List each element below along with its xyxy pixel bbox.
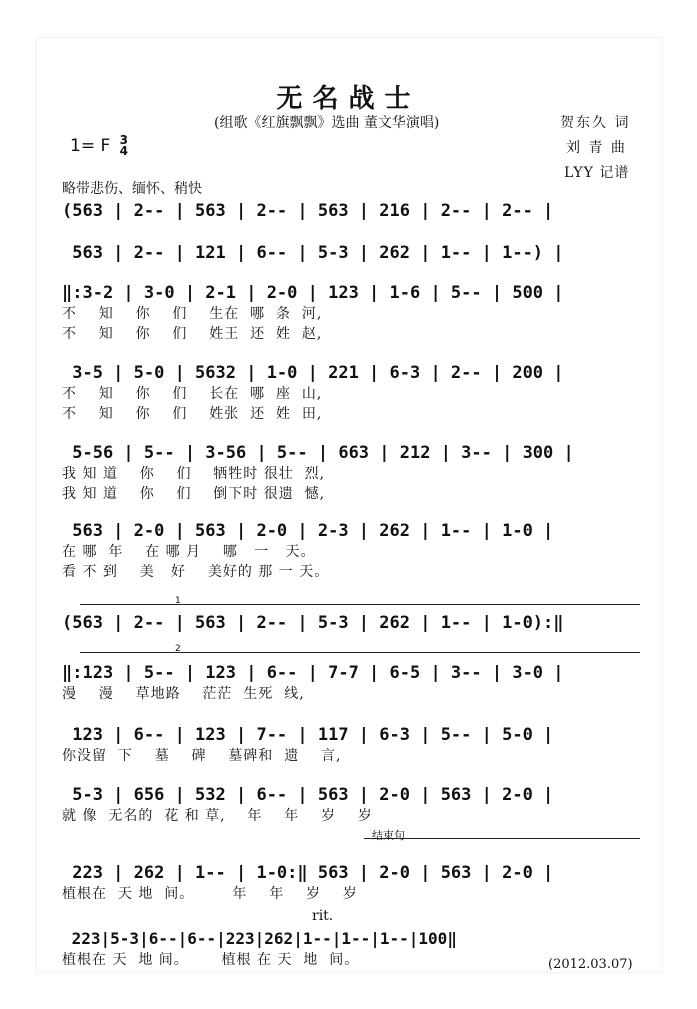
date-stamp: (2012.03.07) bbox=[548, 957, 633, 972]
score-row bbox=[62, 612, 652, 634]
ending-bracket bbox=[364, 829, 640, 842]
song-subtitle: (组歌《红旗飘飘》选曲 董文华演唱) bbox=[214, 115, 440, 131]
score-row bbox=[62, 862, 652, 904]
lyricist-credit: 贺东久 词 bbox=[560, 115, 631, 131]
lyric-verse-1: 植根在 天 地 间。 植根 在 天 地 间。 bbox=[62, 952, 360, 968]
lyric-verse-2: 不 知 你 们 姓张 还 姓 田, bbox=[62, 406, 323, 422]
time-bottom: 4 bbox=[119, 144, 129, 158]
time-signature bbox=[120, 135, 128, 157]
notes-line: 5-3 | 656 | 532 | 6-- | 563 | 2-0 | 563 | 2-0 | bbox=[62, 785, 554, 805]
score-row bbox=[62, 362, 652, 424]
key-label: 1= F bbox=[70, 136, 111, 156]
volta-number: 2 bbox=[175, 644, 181, 654]
volta-number: 1 bbox=[175, 596, 181, 606]
time-top: 3 bbox=[119, 133, 129, 147]
score-row bbox=[62, 662, 652, 704]
notes-line: ‖:123 | 5-- | 123 | 6-- | 7-7 | 6-5 | 3-- | 3-0 | bbox=[62, 663, 564, 683]
score-row bbox=[62, 200, 652, 222]
lyric-verse-1: 漫 漫 草地路 茫茫 生死 线, bbox=[62, 686, 305, 702]
notes-line: (563 | 2-- | 563 | 2-- | 563 | 216 | 2-- | 2-- | bbox=[62, 201, 554, 221]
tempo-mark: rit. bbox=[312, 908, 334, 924]
score-row bbox=[62, 520, 652, 582]
transcriber-credit: LYY 记谱 bbox=[564, 165, 630, 181]
lyric-verse-1: 在 哪 年 在 哪 月 哪 一 天。 bbox=[62, 544, 316, 560]
lyric-verse-2: 不 知 你 们 姓王 还 姓 赵, bbox=[62, 326, 323, 342]
notes-line: ‖:3-2 | 3-0 | 2-1 | 2-0 | 123 | 1-6 | 5-- | 500 | bbox=[62, 283, 564, 303]
notes-line: 3-5 | 5-0 | 5632 | 1-0 | 221 | 6-3 | 2-- | 200 | bbox=[62, 363, 564, 383]
notes-line: 123 | 6-- | 123 | 7-- | 117 | 6-3 | 5-- | 5-0 | bbox=[62, 725, 554, 745]
notes-line: 223 | 262 | 1-- | 1-0:‖ 563 | 2-0 | 563 | 2-0 | bbox=[62, 863, 554, 883]
notes-line: 5-56 | 5-- | 3-56 | 5-- | 663 | 212 | 3-- | 300 | bbox=[62, 443, 574, 463]
volta-bracket-1 bbox=[80, 596, 640, 606]
lyric-verse-2: 我 知 道 你 们 倒下时 很遗 憾, bbox=[62, 486, 326, 502]
lyric-verse-1: 不 知 你 们 生在 哪 条 河, bbox=[62, 306, 323, 322]
volta-bracket-2 bbox=[80, 644, 640, 654]
composer-credit: 刘 青 曲 bbox=[566, 140, 627, 156]
lyric-verse-1: 植根在 天 地 间。 年 年 岁 岁 bbox=[62, 886, 358, 902]
score-row bbox=[62, 442, 652, 504]
notes-line: 563 | 2-0 | 563 | 2-0 | 2-3 | 262 | 1-- | 1-0 | bbox=[62, 521, 554, 541]
lyric-verse-1: 不 知 你 们 长在 哪 座 山, bbox=[62, 386, 323, 402]
score-row bbox=[62, 242, 652, 264]
lyric-verse-2: 看 不 到 美 好 美好的 那 一 天。 bbox=[62, 564, 330, 580]
song-title: 无名战士 bbox=[276, 84, 421, 114]
score-row bbox=[62, 784, 652, 826]
lyric-verse-1: 你没留 下 墓 碑 墓碑和 遗 言, bbox=[62, 748, 342, 764]
notes-line: 223|5-3|6--|6--|223|262|1--|1--|1--|100‖ bbox=[62, 929, 457, 948]
ending-label: 结束句 bbox=[372, 829, 405, 842]
key-signature bbox=[70, 135, 128, 157]
score-row bbox=[62, 282, 652, 344]
lyric-verse-1: 我 知 道 你 们 牺牲时 很壮 烈, bbox=[62, 466, 326, 482]
lyric-verse-1: 就 像 无名的 花 和 草, 年 年 岁 岁 bbox=[62, 808, 373, 824]
notes-line: 563 | 2-- | 121 | 6-- | 5-3 | 262 | 1-- | 1--) | bbox=[62, 243, 564, 263]
score-row bbox=[62, 724, 652, 766]
notes-line: (563 | 2-- | 563 | 2-- | 5-3 | 262 | 1-- | 1-0):‖ bbox=[62, 613, 564, 633]
expression-mark: 略带悲伤、缅怀、稍快 bbox=[62, 181, 202, 197]
